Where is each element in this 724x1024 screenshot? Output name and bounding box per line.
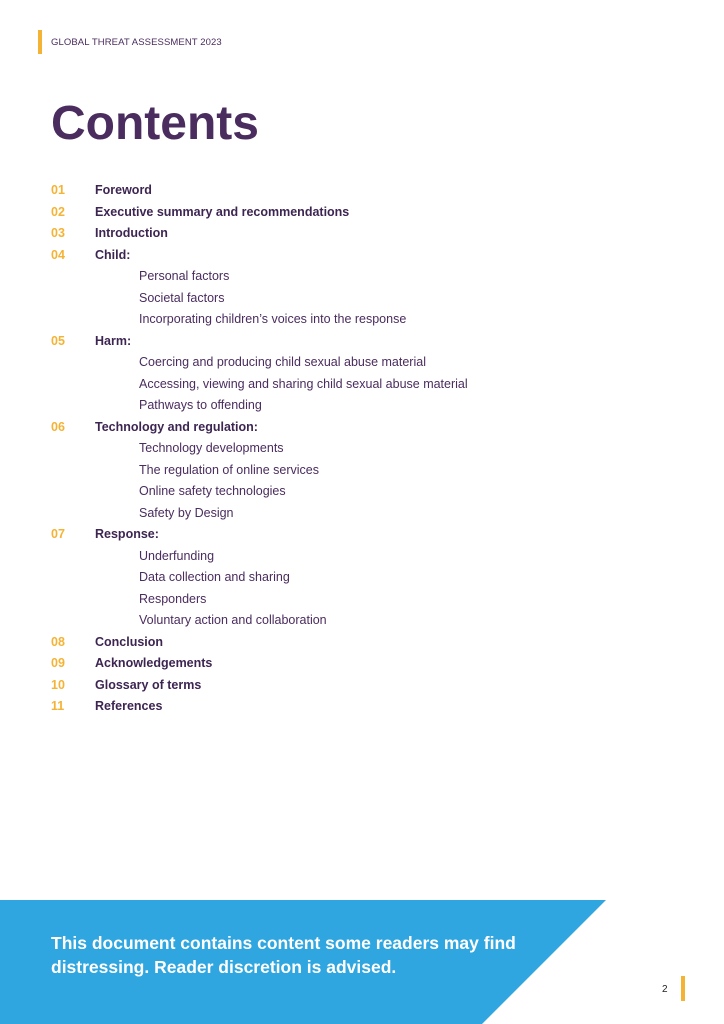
toc-entry[interactable]: [51, 417, 651, 439]
toc-entry-title: Glossary of terms: [95, 677, 202, 692]
toc-entry-title: Foreword: [95, 183, 152, 197]
toc-entry-title: Introduction: [95, 226, 168, 240]
reader-discretion-warning: This document contains content some readers may find distressing. Reader discretion is advised.: [51, 933, 516, 977]
toc-entry-number: 09: [51, 656, 65, 670]
toc-subentry-title: Data collection and sharing: [139, 570, 290, 584]
toc-entry-title: Response:: [95, 527, 159, 541]
toc-subentry-title: The regulation of online services: [139, 462, 319, 477]
toc-subentry[interactable]: [51, 460, 651, 482]
toc-subentry[interactable]: [51, 567, 651, 589]
toc-entry-title: Harm:: [95, 333, 132, 348]
toc-subentry[interactable]: [51, 438, 651, 460]
toc-subentry[interactable]: [51, 309, 651, 331]
toc-entry-number: 04: [51, 247, 65, 262]
toc-entry[interactable]: [51, 524, 651, 546]
running-header: GLOBAL THREAT ASSESSMENT 2023: [51, 37, 222, 48]
toc-entry-title: Executive summary and recommendations: [95, 204, 350, 219]
toc-subentry[interactable]: [51, 288, 651, 310]
header-accent-bar: [38, 30, 42, 54]
page-number: 2: [662, 984, 668, 995]
toc-entry-number: 05: [51, 333, 65, 348]
toc-subentry[interactable]: [51, 546, 651, 568]
toc-entry-number: 10: [51, 677, 65, 692]
toc-subentry[interactable]: [51, 395, 651, 417]
toc-entry-number: 02: [51, 204, 65, 219]
toc-subentry-title: Online safety technologies: [139, 484, 286, 498]
toc-subentry-title: Underfunding: [139, 548, 215, 563]
toc-entry-number: 06: [51, 419, 65, 434]
toc-entry[interactable]: [51, 223, 651, 245]
toc-subentry-title: Pathways to offending: [139, 398, 262, 412]
toc-entry[interactable]: [51, 653, 651, 675]
toc-entry-number: 08: [51, 634, 65, 649]
toc-subentry-title: Safety by Design: [139, 505, 234, 520]
toc-entry[interactable]: [51, 202, 651, 224]
toc-subentry[interactable]: [51, 610, 651, 632]
toc-subentry[interactable]: [51, 374, 651, 396]
toc-entry-number: 07: [51, 527, 65, 541]
toc-entry[interactable]: [51, 675, 651, 697]
toc-subentry[interactable]: [51, 266, 651, 288]
page-title: Contents: [51, 97, 259, 150]
toc-entry-title: References: [95, 699, 163, 713]
toc-entry[interactable]: [51, 180, 651, 202]
toc-subentry-title: Accessing, viewing and sharing child sexual abuse material: [139, 376, 468, 391]
toc-entry-title: Child:: [95, 247, 131, 262]
toc-subentry-title: Voluntary action and collaboration: [139, 613, 327, 627]
toc-subentry[interactable]: [51, 481, 651, 503]
page-number-accent-bar: [681, 976, 685, 1001]
toc-entry[interactable]: [51, 696, 651, 718]
toc-entry[interactable]: [51, 331, 651, 353]
toc-entry[interactable]: [51, 245, 651, 267]
toc-entry[interactable]: [51, 632, 651, 654]
toc-subentry-title: Societal factors: [139, 290, 225, 305]
toc-subentry-title: Responders: [139, 591, 207, 606]
toc-subentry-title: Incorporating children’s voices into the response: [139, 312, 407, 326]
toc-entry-title: Conclusion: [95, 634, 164, 649]
toc-subentry-title: Personal factors: [139, 269, 230, 283]
toc-entry-number: 11: [51, 699, 65, 713]
toc-subentry[interactable]: [51, 352, 651, 374]
toc-subentry-title: Technology developments: [139, 441, 284, 455]
table-of-contents: [51, 180, 651, 718]
toc-entry-number: 01: [51, 183, 65, 197]
toc-subentry[interactable]: [51, 589, 651, 611]
toc-subentry[interactable]: [51, 503, 651, 525]
toc-subentry-title: Coercing and producing child sexual abuse material: [139, 355, 426, 369]
toc-entry-number: 03: [51, 226, 65, 240]
toc-entry-title: Acknowledgements: [95, 656, 213, 670]
toc-entry-title: Technology and regulation:: [95, 419, 258, 434]
